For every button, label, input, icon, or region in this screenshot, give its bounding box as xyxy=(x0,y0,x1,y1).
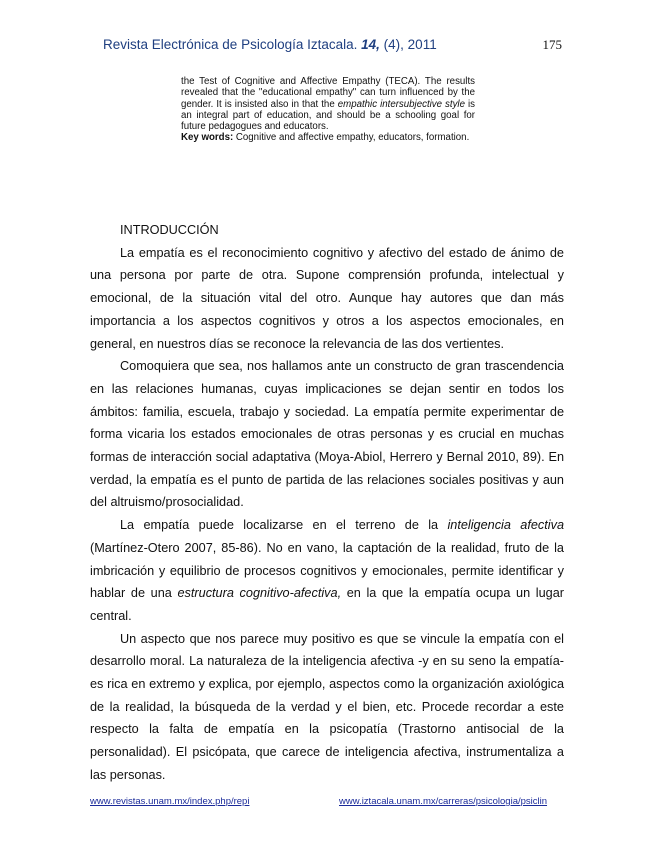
article-body xyxy=(90,219,564,787)
journal-header xyxy=(103,37,437,52)
abstract-block xyxy=(181,76,475,144)
abstract-text-part: is an integral part of education, and should be a schooling goal for future pedagogues and educators. xyxy=(181,98,475,133)
paragraph-2: Comoquiera que sea, nos hallamos ante un constructo de gran trascendencia en las relaciones humanas, cuyas implicaciones se dejan sentir en todos los ámbitos: familia, escuela, trabajo y sociedad. La empatía permite experimentar de forma vicaria los estados emocionales de otras personas y es crucial en muchas formas de interacción social adaptativa (Moya-Abiol, Herrero y Bernal 2010, 89). En verdad, la empatía es el punto de partida de las relaciones sociales positivas y aun del altruismo/prosocialidad. xyxy=(90,359,564,510)
emphasis-term: inteligencia afectiva xyxy=(447,518,565,533)
abstract-text-part: the Test of Cognitive and Affective Empathy (TECA). The results revealed that the "educational empathy" can turn influenced by the gender. It is insisted also in that the xyxy=(181,76,475,110)
paragraph-text: (Martínez-Otero 2007, 85-86). No en vano, la captación de la realidad, fruto de la imbricación y equilibrio de procesos cognitivos y emocionales, permite identificar y hablar de una xyxy=(90,540,564,601)
emphasis-term: estructura cognitivo-afectiva, xyxy=(177,586,342,601)
paragraph-4: Un aspecto que nos parece muy positivo es que se vincule la empatía con el desarrollo moral. La naturaleza de la inteligencia afectiva -y en su seno la empatía- es rica en extremo y explica, por ejemplo, aspectos como la organización axiológica de la realidad, la búsqueda de la verdad y el bien, etc. Procede recordar a este respecto la falta de empatía en la psicopatía (Trastorno antisocial de la personalidad). El psicópata, que carece de inteligencia afectiva, instrumentaliza a las personas. xyxy=(90,631,564,782)
keywords-label: Key words: xyxy=(181,132,234,144)
journal-name: Revista Electrónica de Psicología Iztacala. xyxy=(103,37,362,52)
journal-issue-year: (4), 2011 xyxy=(379,37,437,52)
keywords xyxy=(181,132,475,143)
page-number: 175 xyxy=(542,37,562,52)
paragraph-1: La empatía es el reconocimiento cognitivo y afectivo del estado de ánimo de una persona por parte de otra. Supone comprensión profunda, intelectual y emocional, de la situación vital del otro. Aunque hay autores que dan más importancia a los aspectos cognitivos y otros a los aspectos emocionales, en general, en nuestros días se reconoce la relevancia de las dos vertientes. xyxy=(90,245,564,351)
keywords-text: Cognitive and affective empathy, educators, formation. xyxy=(233,132,470,144)
footer-link-psiclin[interactable]: www.iztacala.unam.mx/carreras/psicologia/psiclin xyxy=(339,796,548,807)
paragraph-text: en la que la empatía ocupa un lugar central. xyxy=(90,586,564,623)
paragraph-3 xyxy=(90,514,564,628)
paragraph-text: La empatía puede localizarse en el terreno de la xyxy=(120,518,448,533)
footer-link-repi[interactable]: www.revistas.unam.mx/index.php/repi xyxy=(90,796,250,807)
abstract-italic: empathic intersubjective style xyxy=(337,98,465,110)
journal-volume: 14, xyxy=(361,37,380,52)
abstract-text xyxy=(181,76,475,132)
section-title: INTRODUCCIÓN xyxy=(120,223,219,237)
